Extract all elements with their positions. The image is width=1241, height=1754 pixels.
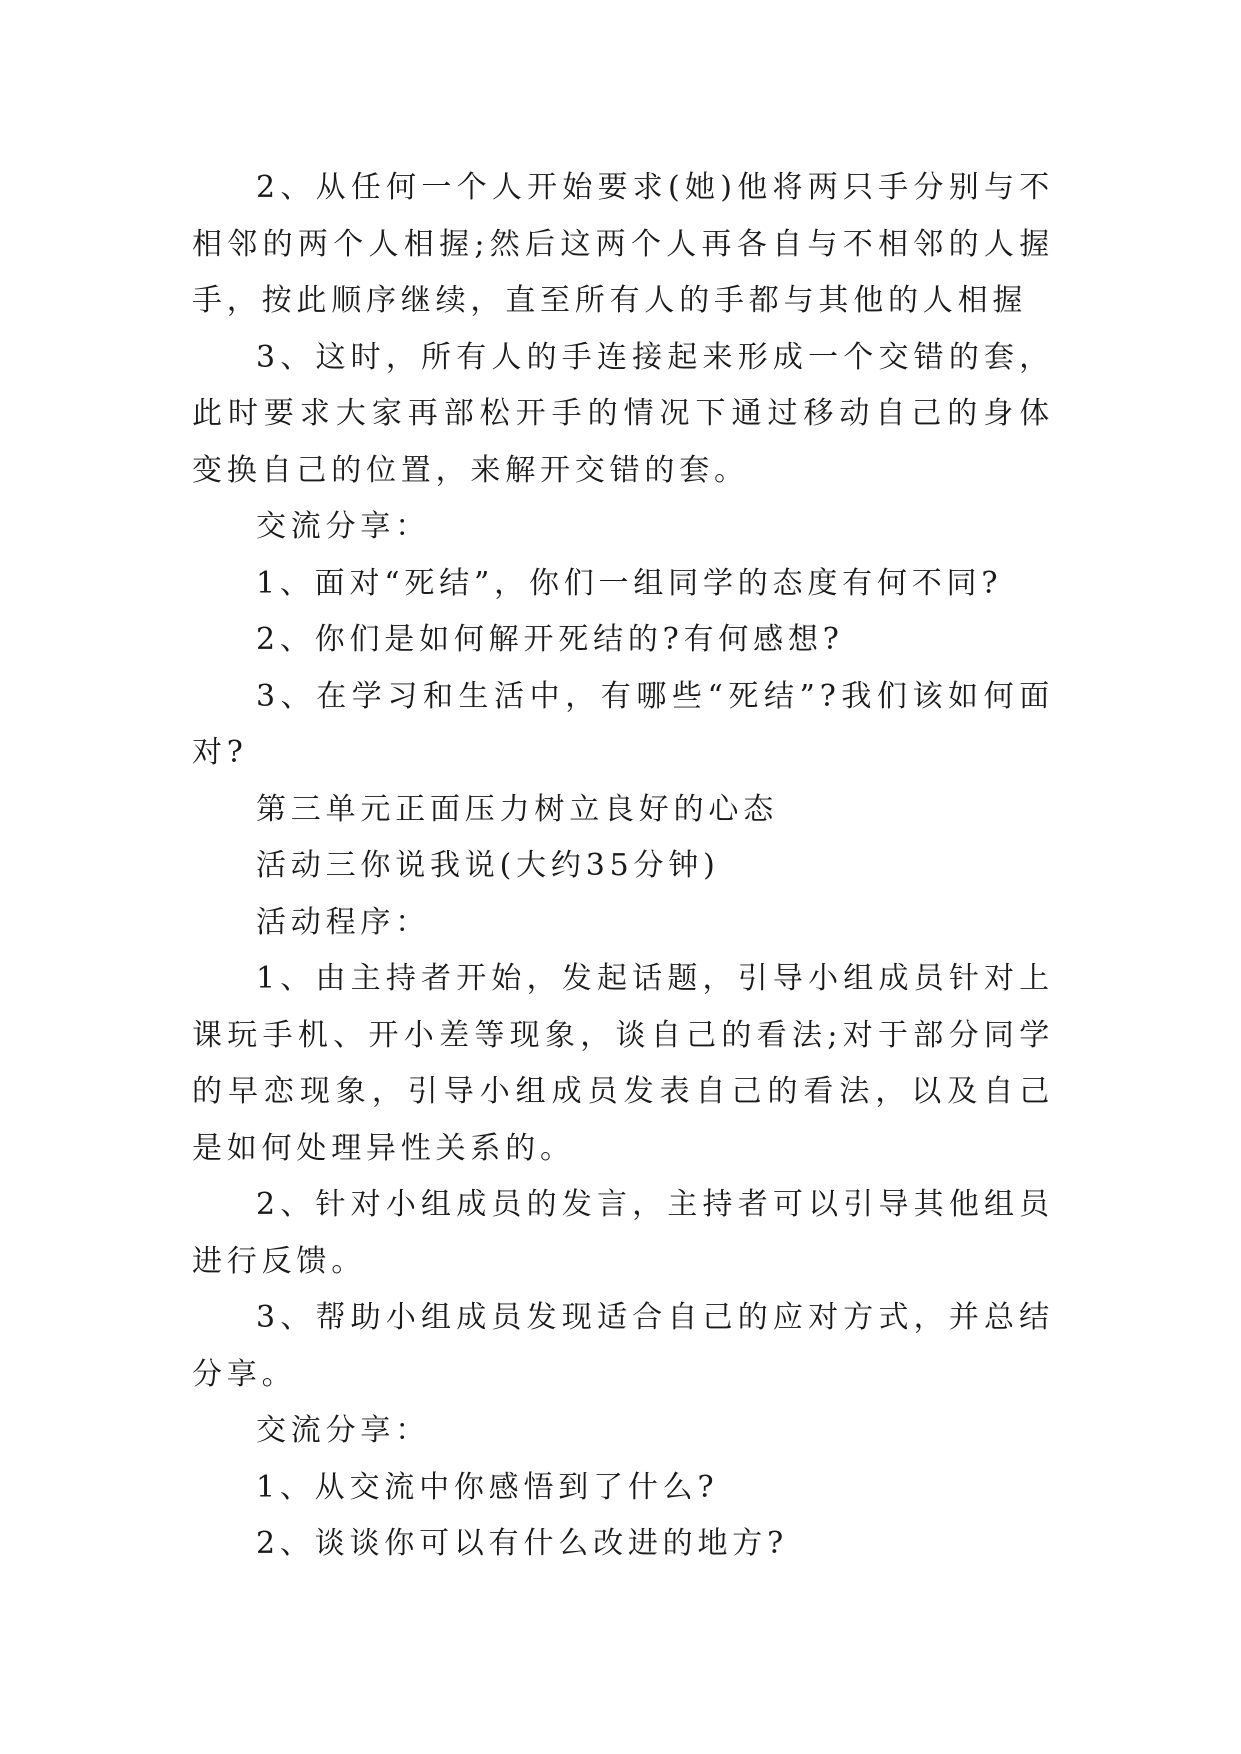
question-3: 3、在学习和生活中，有哪些“死结”?我们该如何面对? [192, 678, 1054, 770]
section-heading-sharing: 交流分享： [256, 509, 430, 544]
sharing-question-2: 2、谈谈你可以有什么改进的地方? [256, 1526, 788, 1561]
activity-title: 活动三你说我说(大约35分钟) [256, 848, 720, 883]
paragraph-step-2: 2、从任何一个人开始要求(她)他将两只手分别与不相邻的两个人相握;然后这两个人再各自与不相邻的人握手，按此顺序继续，直至所有人的手都与其他的人相握 [192, 170, 1054, 318]
paragraph-step-3: 3、这时，所有人的手连接起来形成一个交错的套，此时要求大家再部松开手的情况下通过移动自己的身体变换自己的位置，来解开交错的套。 [192, 339, 1054, 488]
procedure-step-2: 2、针对小组成员的发言，主持者可以引导其他组员进行反馈。 [192, 1187, 1054, 1279]
sharing-question-1: 1、从交流中你感悟到了什么? [256, 1469, 719, 1505]
section-heading-procedure: 活动程序： [256, 904, 430, 940]
procedure-step-1: 1、由主持者开始，发起话题，引导小组成员针对上课玩手机、开小差等现象，谈自己的看法;对于部分同学的早恋现象，引导小组成员发表自己的看法，以及自己是如何处理异性关系的。 [192, 961, 1054, 1166]
procedure-step-3: 3、帮助小组成员发现适合自己的应对方式，并总结分享。 [192, 1300, 1054, 1392]
question-1: 1、面对“死结”，你们一组同学的态度有何不同? [256, 565, 1003, 601]
unit-title: 第三单元正面压力树立良好的心态 [256, 791, 778, 827]
document-body [192, 160, 1054, 1573]
section-heading-sharing-2: 交流分享： [256, 1413, 430, 1448]
question-2: 2、你们是如何解开死结的?有何感想? [256, 622, 844, 657]
